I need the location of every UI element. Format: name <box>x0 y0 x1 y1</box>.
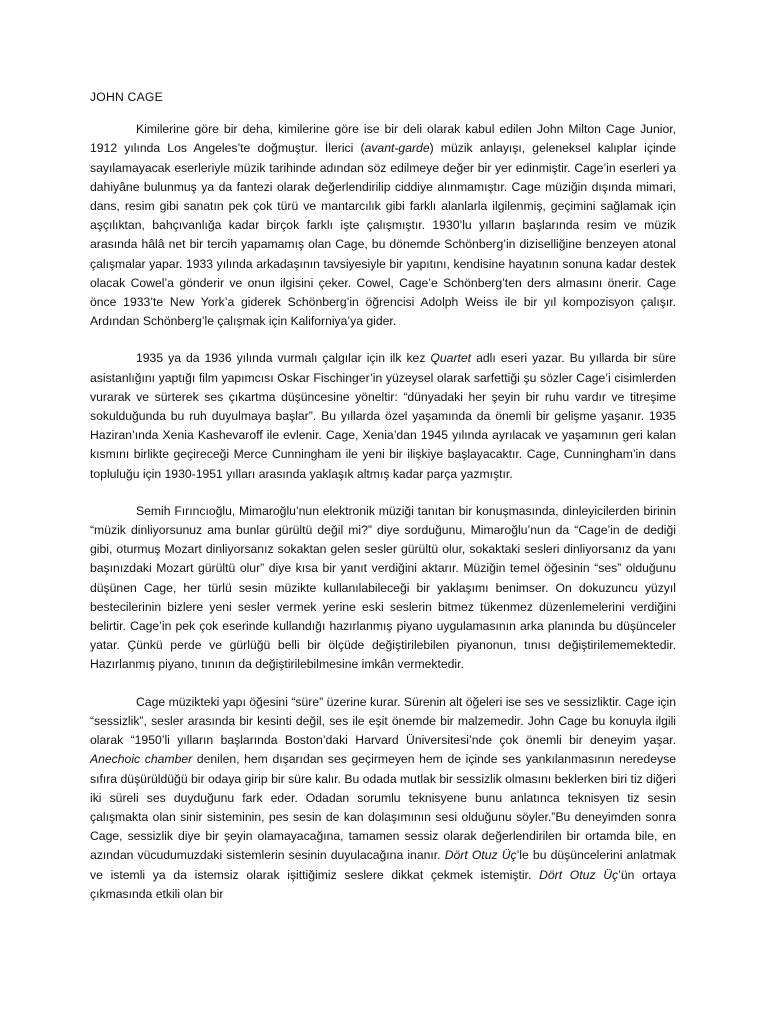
text-run: Kimilerine göre bir deha, kimilerine göre ise bir deli olarak kabul edilen John Milton Cage Junior, 1912 yılında Los Angeles’te doğmuştur. İlerici ( <box>90 122 676 156</box>
document-page <box>90 88 676 904</box>
document-body <box>90 120 676 904</box>
italic-term: Dört Otuz Üç <box>539 867 619 882</box>
document-title: JOHN CAGE <box>90 90 163 104</box>
text-run: Semih Fırıncıoğlu, Mimaroğlu’nun elektronik müziği tanıtan bir konuşmasında, dinleyicilerden birinin “müzik dinliyorsunuz ama bunlar gürültü değil mi?” diye sorduğunu, Mimaroğlu’nun da “Cage’in de dediği gibi, oturmuş Mozart dinliyorsanız sokaktan gelen sesler gürültü olur, sokaktaki sesleri dinliyorsanız da yanı başınızdaki Mozart gürültü olur” diye kısa bir yanıt verdiğini aktarır. Müziğin temel öğesinin “ses” olduğunu düşünen Cage, her türlü sesin müzikte kullanılabileceği bir yaklaşımı benimser. On dokuzuncu yüzyıl bestecilerinin bizlere yeni sesler vermek yerine eski seslerin bitmez tükenmez düzenlemelerini verdiğini belirtir. Cage’in pek çok eserinde kullandığı hazırlanmış piyano uygulamasının arka planında bu düşünceler yatar. Çünkü perde ve gürlüğü belli bir ölçüde değiştirilebilen piyanonun, tınısı değiştirilememektedir. Hazırlanmış piyano, tınının da değiştirilebilmesine imkân vermektedir. <box>90 503 676 672</box>
text-run: denilen, hem dışarıdan ses geçirmeyen hem de içinde ses yankılanmasının neredeyse sıfıra düşürüldüğü bir odaya girip bir süre kalır. Bu odada mutlak bir sessizlik olmasını beklerken biri tiz diğeri iki süreli ses duyduğunu fark eder. Odadan sorumlu teknisyene bunu anlatınca teknisyen tiz sesin çalışmakta olan sinir sisteminin, pes sesin de kan dolaşımının sesi olduğunu söyler.”Bu deneyimden sonra Cage, sessizlik diye bir şeyin olamayacağına, tamamen sessiz olarak değerlendirilen bir ortamda bile, en azından vücudumuzdaki sistemlerin sesinin duyulacağına inanır. <box>90 752 676 863</box>
paragraph-2 <box>90 349 676 483</box>
italic-term: Dört Otuz Üç <box>444 848 517 863</box>
paragraph-1 <box>90 120 676 331</box>
italic-term: avant-garde <box>364 141 430 156</box>
paragraph-4 <box>90 693 676 904</box>
italic-term: Quartet <box>430 351 472 366</box>
text-run: adlı eseri yazar. Bu yıllarda bir süre asistanlığını yaptığı film yapımcısı Oskar Fischinger’in yüzeysel olarak sarfettiği şu sözler Cage’i cisimlerden vurarak ve sürterek ses çıkartma düşüncesine yöneltir: “dünyadaki her şeyin bir ruhu vardır ve titreşime sokulduğunda bu ruh duyulmaya başlar”. Bu yıllarda özel yaşamında da önemli bir gelişme yaşanır. 1935 Haziran’ında Xenia Kashevaroff ile evlenir. Cage, Xenia’dan 1945 yılında ayrılacak ve yaşamının geri kalan kısmını birlikte geçireceği Merce Cunningham ile yeni bir ilişkiye başlayacaktır. Cage, Cunningham’in dans topluluğu için 1930-1951 yılları arasında yaklaşık altmış kadar parça yazmıştır. <box>90 351 676 481</box>
text-run: 1935 ya da 1936 yılında vurmalı çalgılar için ilk kez <box>136 351 431 366</box>
text-run: ’le bu düşüncelerini anlatmak ve istemli ya da istemsiz olarak işittiğimiz seslere dikkat çekmek istemiştir. <box>90 848 676 882</box>
italic-term: Anechoic chamber <box>90 752 193 767</box>
text-run: Cage müzikteki yapı öğesini “süre” üzerine kurar. Sürenin alt öğeleri ise ses ve sessizliktir. Cage için “sessizlik”, sesler arasında bir kesinti değil, ses ile eşit önemde bir malzemedir. John Cage bu konuyla ilgili olarak “1950’li yılların başlarında Boston’daki Harvard Üniversitesi’nde çok önemli bir deneyim yaşar. <box>90 694 676 748</box>
text-run: ) müzik anlayışı, geleneksel kalıplar içinde sayılamayacak eserleriyle müzik tarihinde adından söz edilmeye değer bir yer edinmiştir. Cage’in eserleri ya dahiyâne bulunmuş ya da fantezi olarak değerlendirilip ciddiye alınmamıştır. Cage müziğin dışında mimari, dans, resim gibi sanatın pek çok türü ve mantarcılık gibi farklı alanlarla ilgilenmiş, geçimini sağlamak için aşçılıktan, bahçıvanlığa kadar birçok farklı işte çalışmıştır. 1930’lu yılların başlarında resim ve müzik arasında hâlâ net bir tercih yapamamış olan Cage, bu dönemde Schönberg’in diziselliğine benzeyen atonal çalışmalar yapar. 1933 yılında arkadaşının tavsiyesiyle bir yapıtını, kendisine hayatının sonuna kadar destek olacak Cowel’a gönderir ve onun ilgisini çeker. Cowel, Cage’e Schönberg’ten ders almasını önerir. Cage önce 1933’te New York’a giderek Schönberg’in öğrencisi Adolph Weiss ile bir yıl kompozisyon çalışır. Ardından Schönberg’le çalışmak için Kaliforniya’ya gider. <box>90 141 676 329</box>
paragraph-3 <box>90 502 676 675</box>
text-run: ’ün ortaya çıkmasında etkili olan bir <box>90 867 676 901</box>
